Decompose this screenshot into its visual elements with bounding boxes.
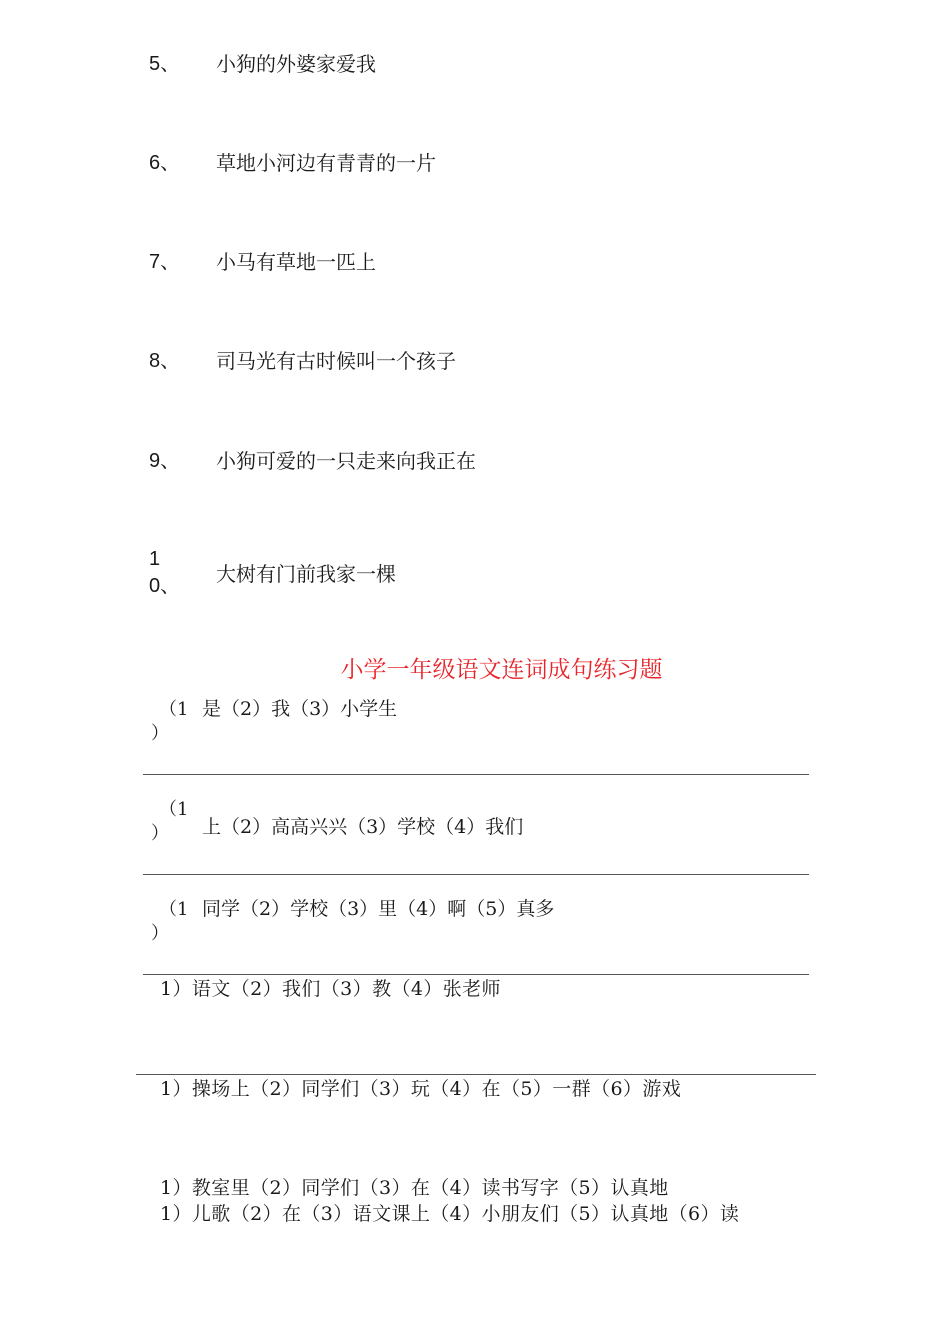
exercise-number-open: （1 — [159, 799, 189, 820]
sentence-text: 小狗的外婆家爱我 — [216, 52, 376, 76]
sentence-number: 5、 — [149, 53, 181, 75]
sentence-number-part1: 1 — [149, 548, 161, 570]
answer-line — [136, 1074, 816, 1075]
sentence-text: 司马光有古时候叫一个孩子 — [216, 349, 456, 373]
sentence-number: 8、 — [149, 350, 181, 372]
answer-line — [143, 774, 809, 775]
answer-line — [143, 874, 809, 875]
exercise-number-close: ） — [151, 823, 169, 844]
exercise-text: 1）教室里（2）同学们（3）在（4）读书写字（5）认真地 — [160, 1177, 669, 1199]
section-title: 小学一年级语文连词成句练习题 — [340, 657, 663, 683]
sentence-number: 6、 — [149, 152, 181, 174]
sentence-text: 草地小河边有青青的一片 — [216, 151, 436, 175]
exercise-text: 1）操场上（2）同学们（3）玩（4）在（5）一群（6）游戏 — [160, 1078, 682, 1100]
exercise-number-close: ） — [151, 923, 169, 944]
exercise-text: 上（2）高高兴兴（3）学校（4）我们 — [202, 816, 524, 838]
answer-line — [143, 974, 809, 975]
exercise-text: 同学（2）学校（3）里（4）啊（5）真多 — [202, 898, 555, 920]
exercise-number-open: （1 — [159, 699, 189, 720]
exercise-number-open: （1 — [159, 899, 189, 920]
sentence-number: 7、 — [149, 251, 181, 273]
sentence-number: 9、 — [149, 450, 181, 472]
sentence-text: 小马有草地一匹上 — [216, 250, 376, 274]
exercise-text: 是（2）我（3）小学生 — [202, 698, 398, 720]
exercise-number-close: ） — [151, 723, 169, 744]
exercise-text: 1）儿歌（2）在（3）语文课上（4）小朋友们（5）认真地（6）读 — [160, 1203, 740, 1225]
exercise-text: 1）语文（2）我们（3）教（4）张老师 — [160, 978, 501, 1000]
sentence-number-part2: 0、 — [149, 575, 181, 597]
sentence-text: 大树有门前我家一棵 — [216, 562, 396, 586]
sentence-text: 小狗可爱的一只走来向我正在 — [216, 449, 476, 473]
